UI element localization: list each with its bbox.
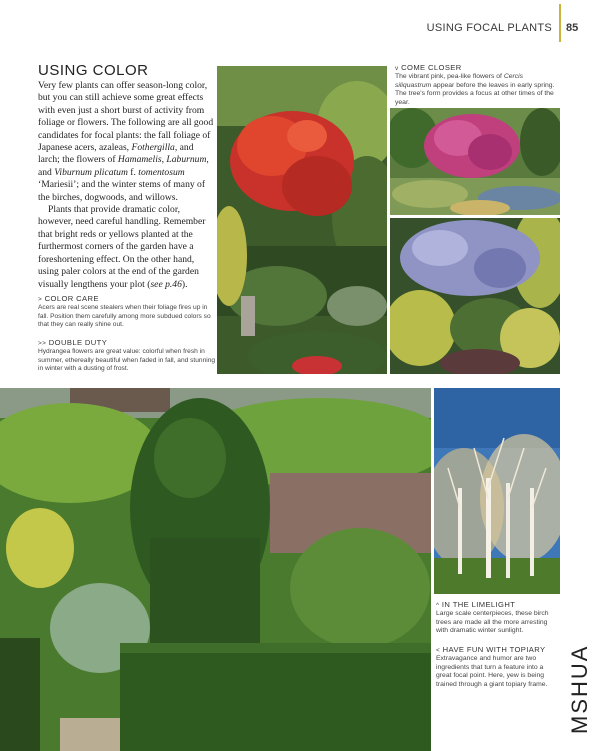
photo-acer-garden <box>217 66 387 374</box>
paragraph-1: Very few plants can offer season-long color, but you can still achieve some great effects with even just a short burst of activity from foliage or flowers. The following are all good candidates for focal plants: the fall foliage of Japanese acers, azaleas, Fothergilla, and larch; the flowers of Hamamelis, Laburnum, and Viburnum plicatum f. tomentosum ‘Mariesii’; and the winter stems of many of the birches, dogwoods, and willows. <box>38 80 214 203</box>
watermark <box>560 636 598 736</box>
article-title: USING COLOR <box>38 62 149 79</box>
photo-birch-trees <box>434 388 560 594</box>
chevron-up-icon: ^ <box>436 602 440 609</box>
page-number: 85 <box>566 22 579 34</box>
chevron-down-icon: v <box>395 65 399 72</box>
photo-hydrangea <box>390 218 560 374</box>
tip-double-duty: >> DOUBLE DUTY Hydrangea flowers are great value: colorful when fresh in summer, ethereally beautiful when faded in fall, and stunning in winter with a dusting of frost. <box>38 338 216 373</box>
chevron-right-icon: > <box>38 296 43 303</box>
photo-topiary-garden <box>0 388 431 751</box>
caption-in-the-limelight: ^ IN THE LIMELIGHT Large scale centerpieces, these birch trees are made all the more arresting with dramatic winter sunlight. <box>436 600 549 635</box>
running-head: USING FOCAL PLANTS <box>426 22 552 34</box>
chevron-left-icon: < <box>436 647 441 654</box>
tip-color-care: > COLOR CARE Acers are real scene stealers when their foliage fires up in fall. Position them carefully among more subdued colors so that they can really shine out. <box>38 294 211 329</box>
caption-have-fun-with-topiary: < HAVE FUN WITH TOPIARY Extravagance and humor are two ingredients that turn a feature into a great focal point. Here, yew is being trained through a giant topiary frame. <box>436 645 548 689</box>
photo-cercis-tree <box>390 108 560 215</box>
paragraph-2: Plants that provide dramatic color, however, need careful handling. Remember that bright reds or yellows planted at the furthermost corners of the garden have a foreshortening effect. On the other hand, using paler colors at the end of the garden visually lengthens your plot (see p.46). <box>38 204 206 290</box>
article-body <box>38 80 214 291</box>
caption-come-closer: v COME CLOSER The vibrant pink, pea-like flowers of Cercis siliquastrum appear before the leaves in early spring. The tree's form provides a focus at other times of the year. <box>395 63 555 107</box>
header-divider <box>559 4 561 42</box>
double-chevron-right-icon: >> <box>38 340 47 347</box>
watermark-text: MSHUA <box>567 644 592 734</box>
